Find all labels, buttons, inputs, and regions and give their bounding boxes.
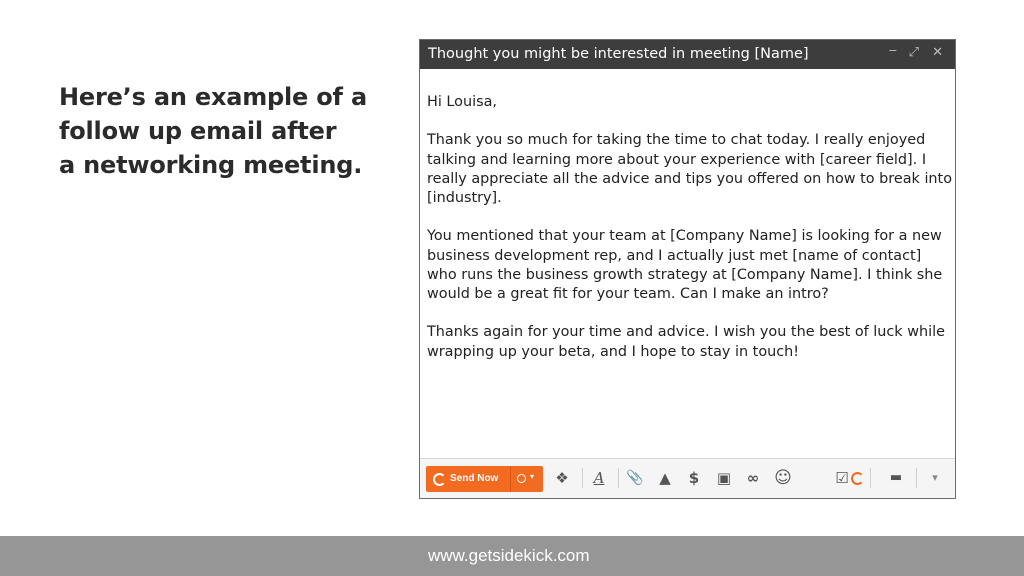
email-body[interactable] <box>427 93 952 381</box>
dollar-icon[interactable]: $ <box>688 469 700 487</box>
email-paragraph: Thanks again for your time and advice. I wish you the best of luck while wrapping up your beta, and I hope to stay in touch! <box>427 324 945 360</box>
dropbox-icon[interactable]: ❖ <box>555 469 569 487</box>
formatting-icon[interactable]: A <box>593 469 605 487</box>
slide-headline <box>59 80 399 182</box>
send-button-group <box>426 466 543 492</box>
minimize-icon[interactable]: ‒ <box>888 43 897 58</box>
clock-icon <box>517 474 526 483</box>
headline-line-2: follow up email after <box>59 117 337 145</box>
compose-toolbar <box>420 458 955 498</box>
checkbox-icon[interactable]: ☑ <box>835 469 849 487</box>
email-paragraph: Thank you so much for taking the time to chat today. I really enjoyed talking and learning more about your experience with [career field]. I really appreciate all the advice and tips you offered on how to break into [industry]. <box>427 132 953 206</box>
send-now-button[interactable] <box>426 466 511 492</box>
headline-line-3: a networking meeting. <box>59 151 363 179</box>
email-greeting: Hi Louisa, <box>427 94 497 110</box>
toolbar-divider <box>916 468 917 488</box>
google-drive-icon[interactable]: ▲ <box>659 469 671 487</box>
email-subject: Thought you might be interested in meeting [Name] <box>428 46 809 62</box>
sidekick-tracking-icon[interactable] <box>851 472 864 485</box>
footer-bar <box>0 536 1024 576</box>
expand-icon[interactable]: ⤢ <box>908 45 919 60</box>
more-options-icon[interactable]: ▾ <box>932 471 938 484</box>
sidekick-logo-icon <box>433 473 446 486</box>
footer-url[interactable]: www.getsidekick.com <box>428 546 590 565</box>
headline-line-1: Here’s an example of a <box>59 83 367 111</box>
close-icon[interactable]: ✕ <box>932 45 943 60</box>
email-paragraph: You mentioned that your team at [Company Name] is looking for a new business development rep, and I actually just met [name of contact] who runs the business growth strategy at [Company Name]. I think she would be a great fit for your team. Can I make an intro? <box>427 228 943 302</box>
toolbar-divider <box>582 468 583 488</box>
toolbar-divider <box>870 468 871 488</box>
email-compose-window <box>419 39 956 499</box>
toolbar-divider <box>618 468 619 488</box>
trash-icon[interactable]: ▬ <box>889 470 903 485</box>
schedule-send-button[interactable] <box>511 466 543 492</box>
camera-icon[interactable]: ▣ <box>716 469 732 487</box>
emoji-icon[interactable]: ☺ <box>774 468 792 488</box>
link-icon[interactable]: ∞ <box>746 469 760 487</box>
paperclip-icon[interactable]: 📎 <box>626 470 644 486</box>
chevron-down-icon: ▾ <box>530 472 535 481</box>
send-now-label: Send Now <box>450 473 499 484</box>
compose-titlebar <box>420 40 955 69</box>
